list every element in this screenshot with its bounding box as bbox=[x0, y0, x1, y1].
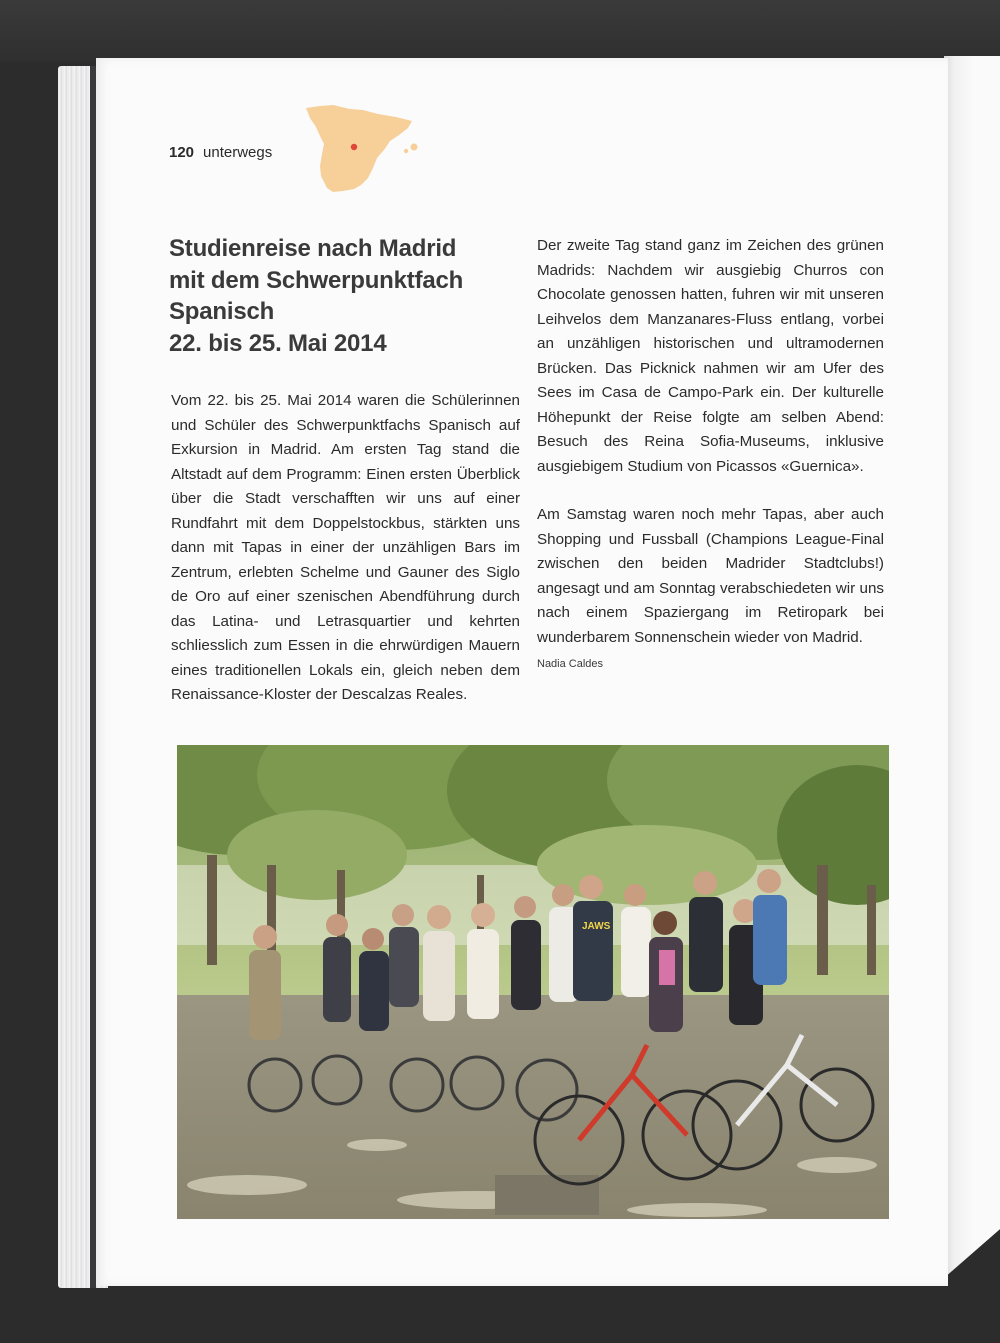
group-photo bbox=[177, 745, 889, 1219]
article-title bbox=[169, 233, 514, 359]
text-column-left bbox=[171, 389, 520, 708]
balearic-island bbox=[404, 149, 408, 153]
spain-map-shape bbox=[306, 105, 412, 192]
title-line: mit dem Schwerpunktfach bbox=[169, 266, 464, 294]
page-header bbox=[169, 144, 272, 161]
title-line: Studienreise nach Madrid bbox=[169, 235, 457, 262]
title-line: Spanisch bbox=[169, 298, 275, 325]
text-column-right bbox=[537, 234, 884, 674]
author-name: Nadia Caldes bbox=[537, 658, 604, 670]
paragraph-weekend: Am Samstag waren noch mehr Tapas, aber auch Shopping und Fussball (Champions League-Final zwischen den beiden Madrider Stadtclubs!) angesagt und am Sonntag verabschiedeten wir uns nach einem Spaziergang im Retiropark bei wunderbarem Sonnenschein wieder von Madrid. bbox=[537, 506, 884, 646]
scanner-background bbox=[0, 0, 1000, 62]
spain-map-icon bbox=[300, 100, 424, 196]
madrid-marker bbox=[351, 144, 357, 150]
page-number: 120 bbox=[169, 144, 195, 161]
balearic-island bbox=[411, 144, 418, 151]
jaws-shirt-text: JAWS bbox=[582, 921, 611, 932]
paragraph-day-two: Der zweite Tag stand ganz im Zeichen des grünen Madrids: Nachdem wir ausgiebig Churros con Chocolate genossen hatten, fuhren wir mit unseren Leihvelos dem Manzanares-Fluss entlang, vorbei an unzähligen historischen und ultramodernen Brücken. Das Picknick nahmen wir am Ufer des Sees im Casa de Campo-Park ein. Der kulturelle Höhepunkt der Reise folgte am selben Abend: Besuch des Reina Sofia-Museums, inklusive ausgiebigem Studium von Picassos «Guernica». bbox=[537, 237, 884, 475]
next-page-edge bbox=[944, 56, 1000, 1278]
paragraph-day-one: Vom 22. bis 25. Mai 2014 waren die Schülerinnen und Schüler des Schwerpunktfachs Spanisch auf Exkursion in Madrid. Am ersten Tag stand die Altstadt auf dem Programm: Einen ersten Überblick über die Stadt verschafften wir uns auf einer Rundfahrt mit dem Doppelstockbus, stärkten uns dann mit Tapas in einer der unzähligen Bars im Zentrum, erlebten Schelme und Gauner des Siglo de Oro auf einer szenischen Abendführung durch das Latina- und Letrasquartier und kehrten schliesslich zum Essen in die ehrwürdigen Mauern eines traditionellen Lokals ein, gleich neben dem Renaissance-Kloster der Descalzas Reales. bbox=[171, 392, 520, 703]
section-name: unterwegs bbox=[203, 144, 273, 161]
drain-cover bbox=[495, 1175, 599, 1215]
title-date: 22. bis 25. Mai 2014 bbox=[169, 329, 387, 357]
